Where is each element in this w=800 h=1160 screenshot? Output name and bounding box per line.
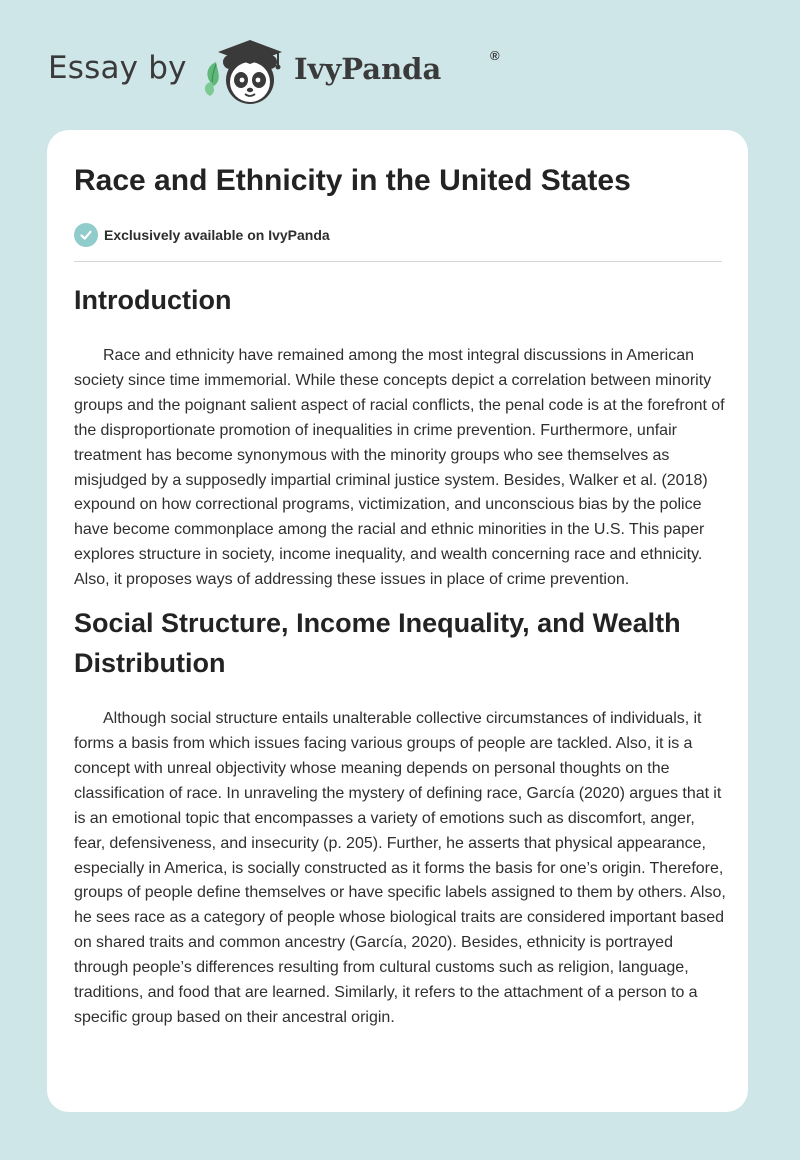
- check-icon: [79, 228, 93, 242]
- panda-graduate-icon[interactable]: [200, 36, 290, 108]
- page-title: Race and Ethnicity in the United States: [74, 164, 631, 197]
- brand-header: [48, 36, 508, 108]
- section-heading-social-structure: Social Structure, Income Inequality, and Wealth Distribution: [74, 608, 681, 679]
- brand-prefix: Essay by: [48, 50, 187, 86]
- section-paragraph-introduction: Race and ethnicity have remained among the most integral discussions in American society since time immemorial. While these concepts depict a correlation between minority groups and the poignant salient aspect of racial conflicts, the penal code is at the forefront of the disproportionate promotion of inequalities in crime prevention. Furthermore, unfair treatment has become synonymous with the minority groups who see themselves as misjudged by a supposedly impartial criminal justice system. Besides, Walker et al. (2018) expound on how correctional programs, victimization, and unconscious bias by the police have become commonplace among the racial and ethnic minorities in the U.S. This paper explores structure in society, income inequality, and wealth concerning race and ethnicity. Also, it proposes ways of addressing these issues in place of crime prevention.: [74, 347, 725, 589]
- panda-logo-graphic: [200, 36, 290, 108]
- article-body: [74, 278, 726, 1031]
- divider: [74, 261, 722, 262]
- section-paragraph-social-structure: Although social structure entails unalterable collective circumstances of individuals, it forms a basis from which issues facing various groups of people are tackled. Also, it is a concept with unreal objectivity whose meaning depends on personal thoughts on the classification of race. In unraveling the mystery of defining race, García (2020) argues that it is an emotional topic that encompasses a variety of emotions such as discomfort, anger, fear, defensiveness, and insecurity (p. 205). Further, he asserts that physical appearance, especially in America, is socially constructed as it forms the basis for one’s origin. Therefore, groups of people define themselves or have specific labels assigned to them by others. Also, he sees race as a category of people whose biological traits are considered important based on shared traits and common ancestry (García, 2020). Besides, ethnicity is portrayed through people’s differences resulting from cultural customs such as religion, language, traditions, and food that are learned. Similarly, it refers to the attachment of a person to a specific group based on their ancestral origin.: [74, 710, 726, 1026]
- check-circle-icon: [74, 223, 98, 247]
- exclusive-label: Exclusively available on IvyPanda: [104, 227, 330, 243]
- registered-mark: ®: [490, 48, 500, 63]
- article-card: [47, 130, 748, 1112]
- exclusive-badge: [74, 223, 330, 247]
- brand-name[interactable]: IvyPanda: [294, 52, 442, 86]
- section-heading-introduction: Introduction: [74, 285, 232, 315]
